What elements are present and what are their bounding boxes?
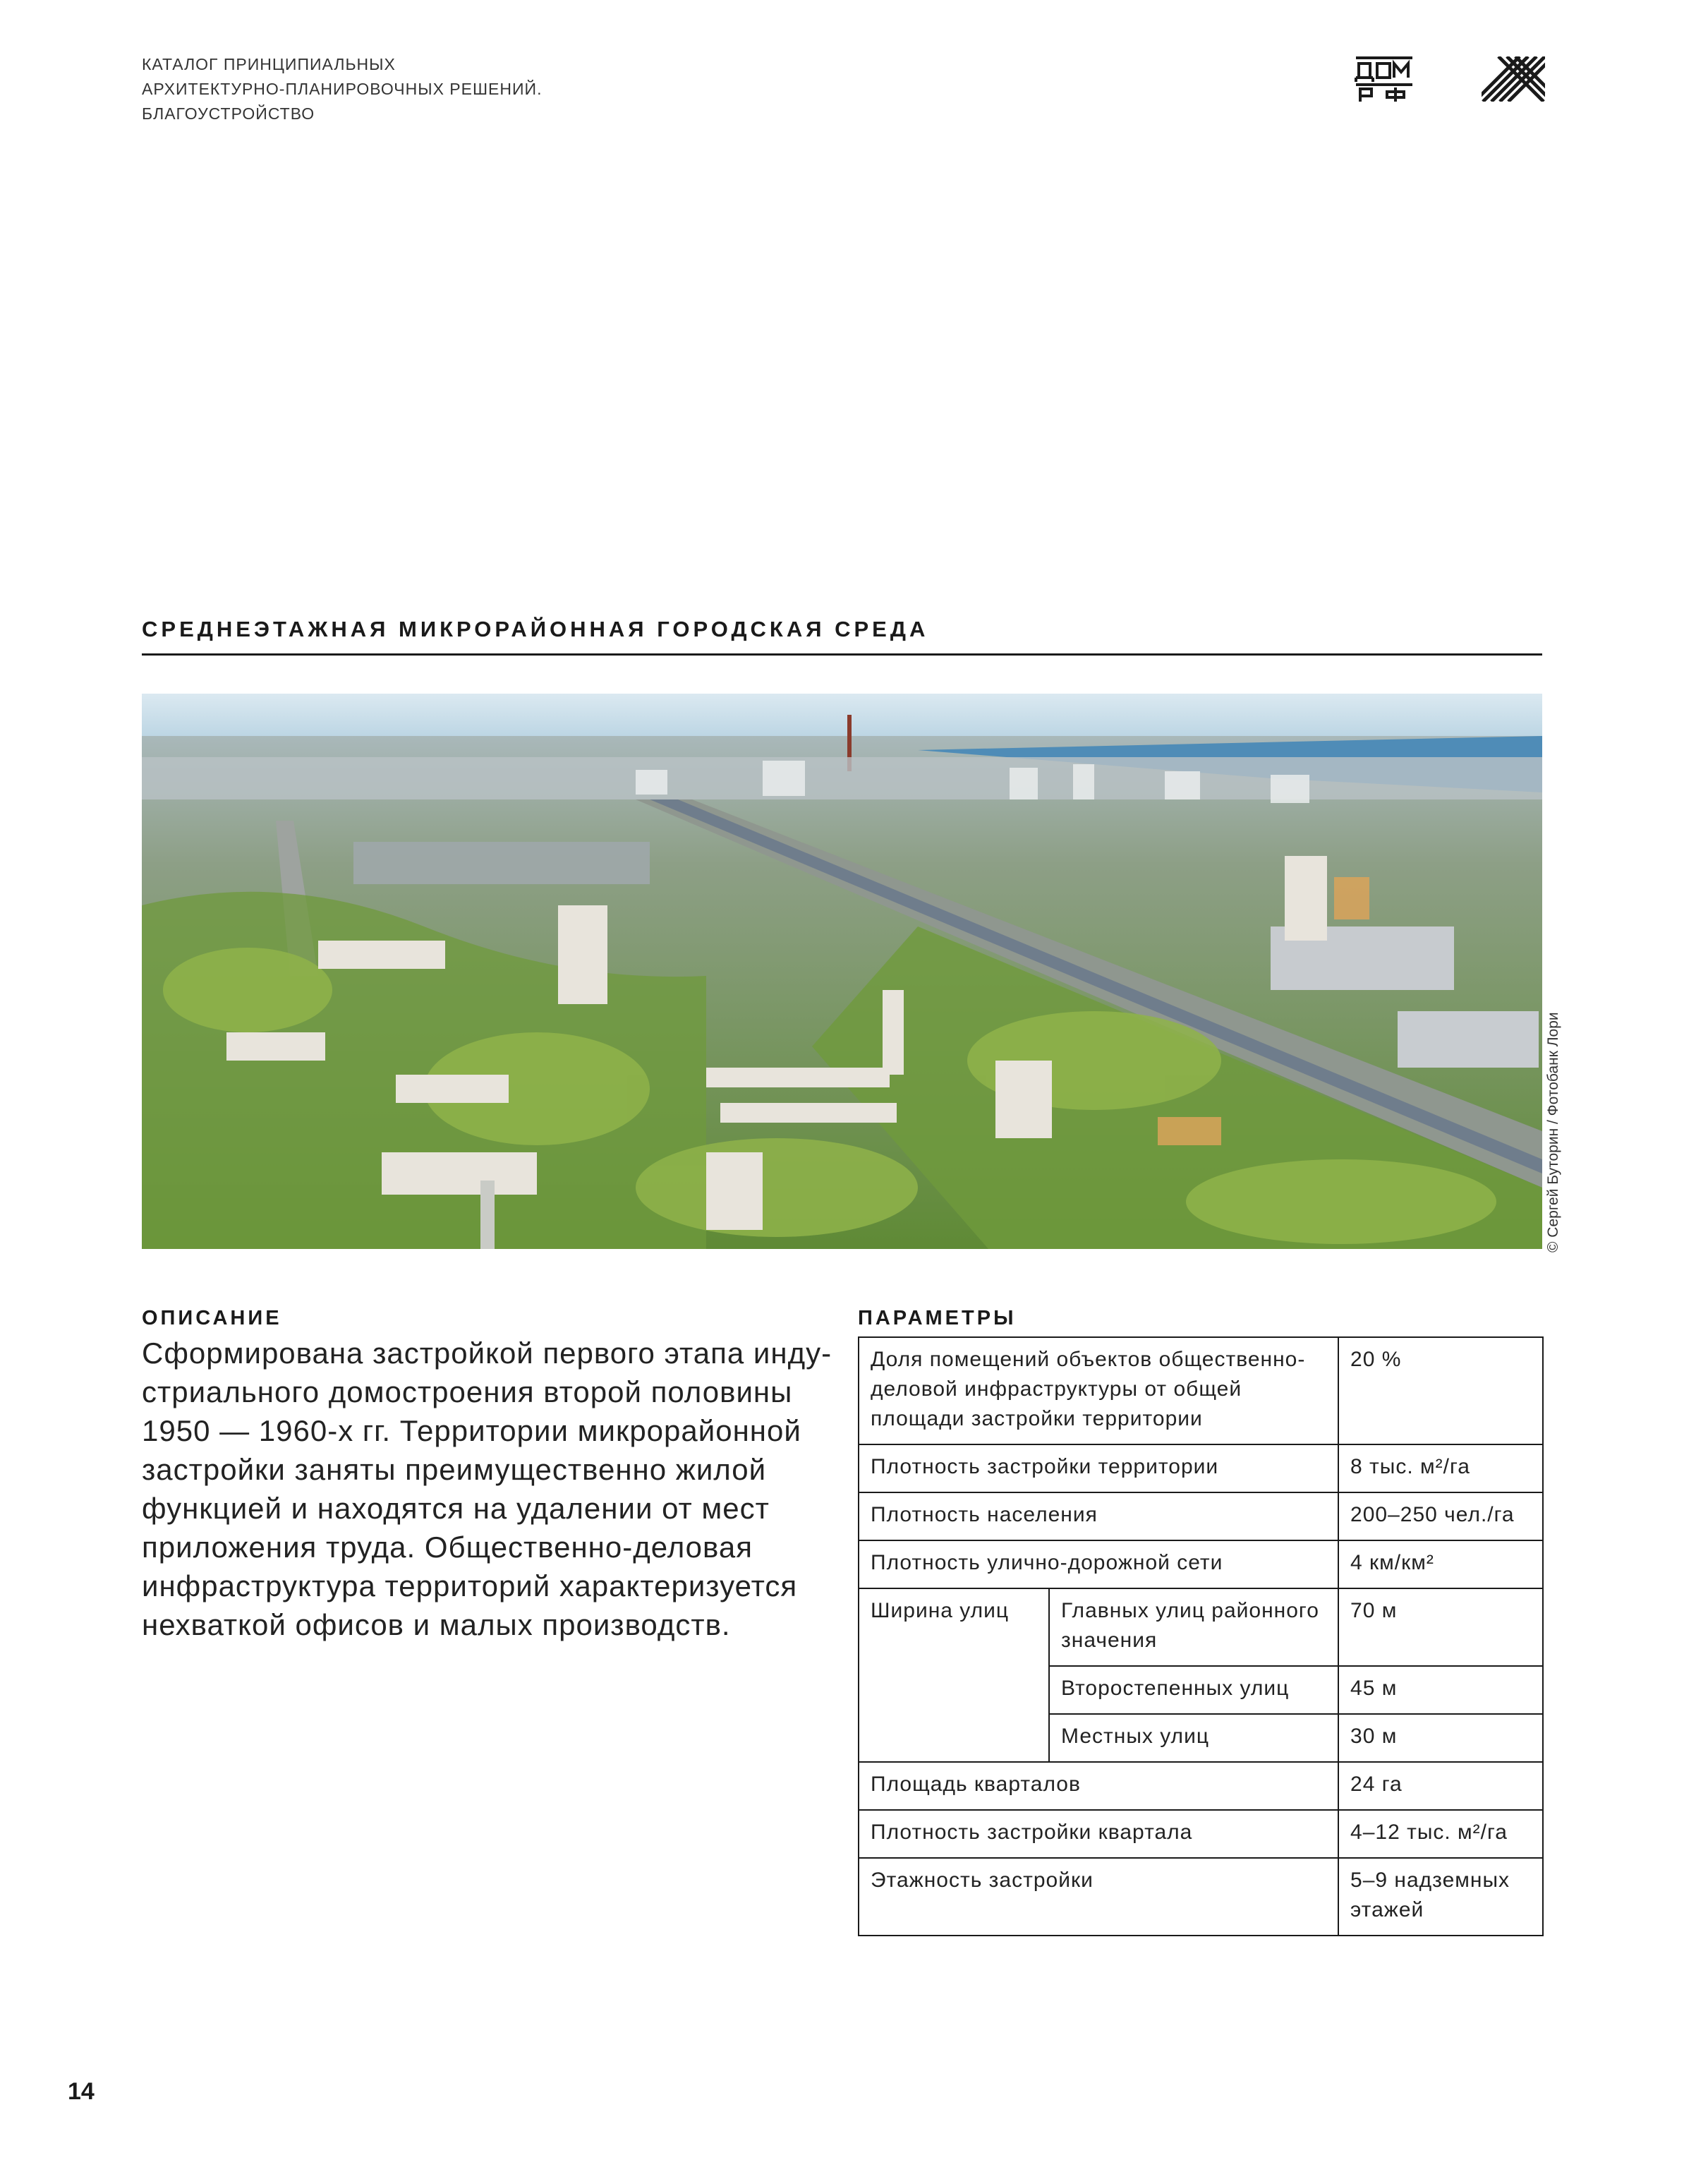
table-row [859, 1858, 1543, 1936]
param-label: Плотность населения [859, 1492, 1338, 1540]
parameters-table [858, 1336, 1544, 1936]
header-line-3: БЛАГОУСТРОЙСТВО [142, 104, 315, 123]
description-line: застройки заняты преимущественно жилой [142, 1453, 767, 1486]
param-value: 20 % [1338, 1337, 1543, 1444]
param-label: Площадь кварталов [859, 1762, 1338, 1810]
dom-rf-logo-icon [1355, 55, 1414, 103]
aerial-city-photo [142, 694, 1542, 1249]
param-value: 45 м [1338, 1666, 1543, 1714]
catalog-header [142, 52, 542, 126]
param-label: Плотность застройки квартала [859, 1810, 1338, 1858]
table-row [859, 1492, 1543, 1540]
description-line: 1950 — 1960-х гг. Территории микрорайонной [142, 1414, 801, 1447]
description-line: нехваткой офисов и малых производств. [142, 1608, 731, 1641]
table-row [859, 1444, 1543, 1492]
table-row [859, 1337, 1543, 1444]
description-text [142, 1334, 833, 1644]
description-heading: ОПИСАНИЕ [142, 1307, 282, 1329]
header-line-2: АРХИТЕКТУРНО-ПЛАНИРОВОЧНЫХ РЕШЕНИЙ. [142, 80, 543, 98]
description-line: Сформирована застройкой первого этапа инду- [142, 1336, 832, 1370]
photo-credit: © Сергей Буторин / Фотобанк Лори [1545, 1012, 1561, 1252]
section-divider [142, 653, 1542, 656]
param-value: 8 тыс. м²/га [1338, 1444, 1543, 1492]
param-sublabel: Главных улиц районного значения [1049, 1588, 1338, 1666]
param-sublabel: Второстепенных улиц [1049, 1666, 1338, 1714]
param-value: 24 га [1338, 1762, 1543, 1810]
description-line: стриального домостроения второй половины [142, 1375, 793, 1408]
table-row [859, 1810, 1543, 1858]
table-row [859, 1762, 1543, 1810]
table-row [859, 1540, 1543, 1588]
param-label: Этажность застройки [859, 1858, 1338, 1936]
description-line: приложения труда. Общественно-деловая [142, 1531, 753, 1564]
param-sublabel: Местных улиц [1049, 1714, 1338, 1762]
param-value: 70 м [1338, 1588, 1543, 1666]
param-value: 4 км/км² [1338, 1540, 1543, 1588]
param-label: Плотность улично-дорожной сети [859, 1540, 1338, 1588]
page-number: 14 [68, 2078, 95, 2105]
parameters-heading: ПАРАМЕТРЫ [858, 1307, 1017, 1329]
diagonal-pattern-logo-icon [1482, 56, 1545, 102]
section-title: СРЕДНЕЭТАЖНАЯ МИКРОРАЙОННАЯ ГОРОДСКАЯ СРЕДА [142, 617, 929, 641]
param-label: Доля помещений объектов общественно-деловой инфраструктуры от общей площади застройки территории [859, 1337, 1338, 1444]
param-value: 30 м [1338, 1714, 1543, 1762]
description-line: функцией и находятся на удалении от мест [142, 1492, 770, 1525]
param-value: 5–9 надземных этажей [1338, 1858, 1543, 1936]
table-row [859, 1588, 1543, 1666]
param-value: 4–12 тыс. м²/га [1338, 1810, 1543, 1858]
param-value: 200–250 чел./га [1338, 1492, 1543, 1540]
description-line: инфраструктура территорий характеризуется [142, 1569, 798, 1602]
param-label: Плотность застройки территории [859, 1444, 1338, 1492]
header-line-1: КАТАЛОГ ПРИНЦИПИАЛЬНЫХ [142, 55, 396, 73]
param-label-street-width: Ширина улиц [859, 1588, 1049, 1762]
